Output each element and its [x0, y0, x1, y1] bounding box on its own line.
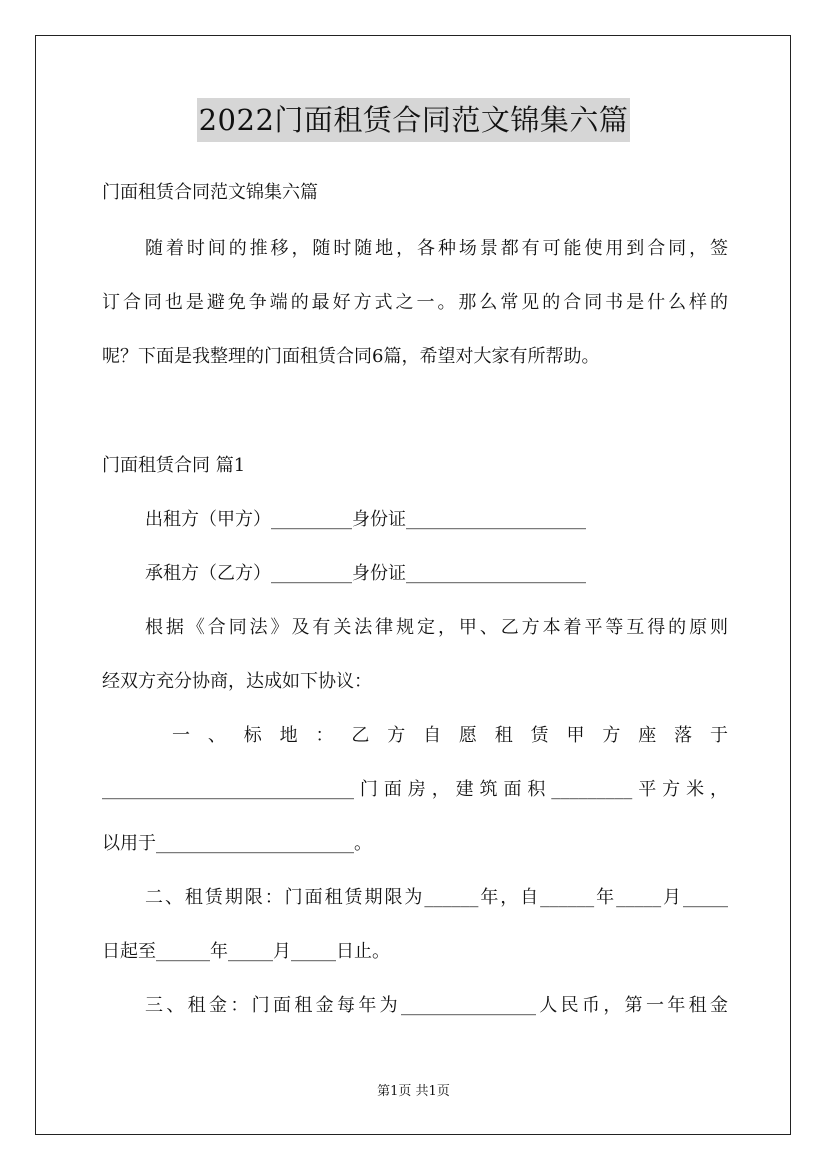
clause-line: 二、租赁期限：门面租赁期限为______年，自______年_____月_____ — [145, 887, 728, 908]
paragraph-line: 订合同也是避免争端的最好方式之一。那么常见的合同书是什么样的 — [102, 292, 728, 313]
page-footer: 第1页 共1页 — [377, 1084, 450, 1099]
clause-line: 日起至______年_____月_____日止。 — [102, 941, 390, 962]
lessee-line: 承租方（乙方）_________身份证____________________ — [145, 563, 586, 584]
paragraph-line: 根据《合同法》及有关法律规定，甲、乙方本着平等互得的原则 — [145, 617, 728, 638]
paragraph-line: 呢？下面是我整理的门面租赁合同6篇，希望对大家有所帮助。 — [102, 346, 600, 367]
section-heading: 门面租赁合同范文锦集六篇 — [102, 182, 318, 203]
clause-line: 三、租金：门面租金每年为_______________人民币，第一年租金 — [145, 995, 728, 1016]
paragraph-line: 经双方充分协商，达成如下协议： — [102, 671, 372, 692]
clause-line: ____________________________门面房，建筑面积_________平方米， — [102, 779, 728, 800]
clause-line: 以用于______________________。 — [102, 833, 372, 854]
paragraph-line: 随着时间的推移，随时随地，各种场景都有可能使用到合同，签 — [145, 238, 728, 259]
title-container — [0, 98, 827, 142]
document-title: 2022门面租赁合同范文锦集六篇 — [197, 98, 631, 142]
contract-heading: 门面租赁合同 篇1 — [102, 455, 246, 476]
lessor-line: 出租方（甲方）_________身份证____________________ — [145, 509, 586, 530]
clause-line: 一 、 标 地 ： 乙 方 自 愿 租 赁 甲 方 座 落 于 — [172, 725, 728, 746]
